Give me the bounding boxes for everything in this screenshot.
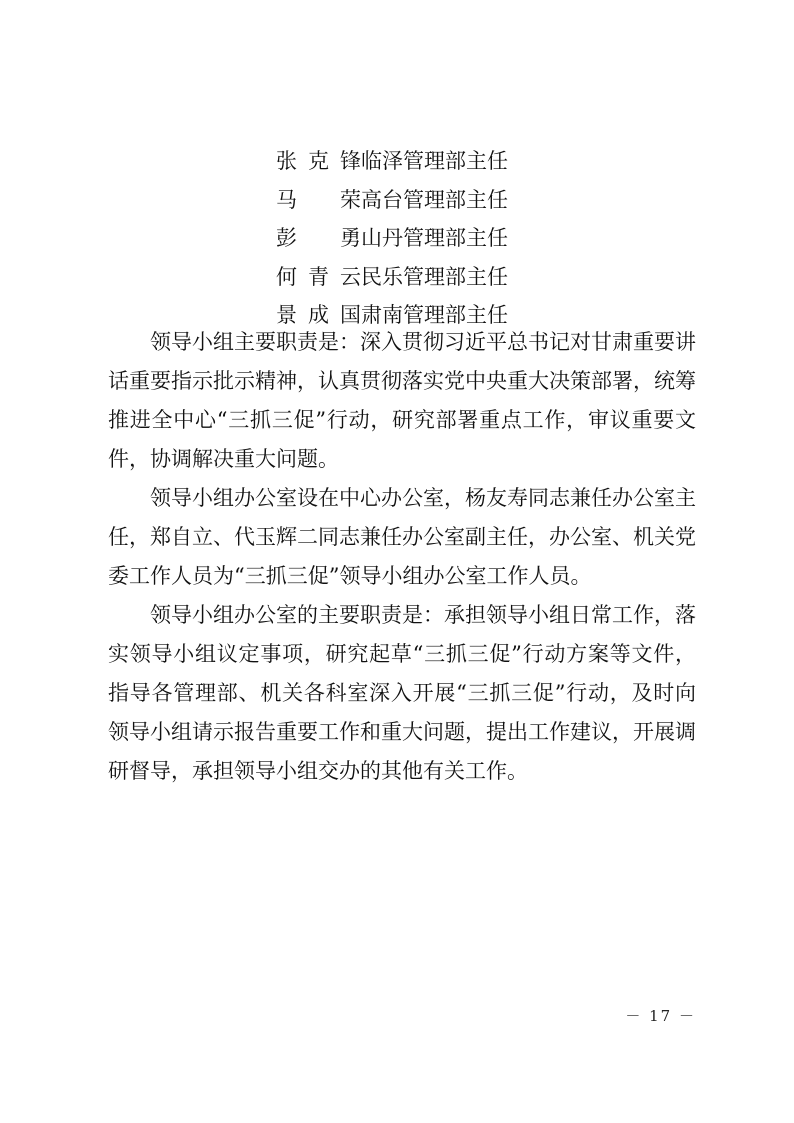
member-row: [276, 219, 656, 258]
paragraph-office-setup: 领导小组办公室设在中心办公室，杨友寿同志兼任办公室主任，郑自立、代玉辉二同志兼任办公室副主任，办公室、机关党委工作人员为“三抓三促”领导小组办公室工作人员。: [108, 486, 696, 588]
member-title: 民乐管理部主任: [361, 264, 508, 289]
member-name: 景成国: [276, 303, 361, 327]
member-name: 马 荣: [276, 187, 361, 212]
member-title: 高台管理部主任: [361, 187, 508, 212]
paragraph-office-duties: 领导小组办公室的主要职责是：承担领导小组日常工作，落实领导小组议定事项，研究起草“三抓三促”行动方案等文件，指导各管理部、机关各科室深入开展“三抓三促”行动，及时向领导小组请示报告重要工作和重大问题，提出工作建议，开展调研督导，承担领导小组交办的其他有关工作。: [108, 603, 696, 783]
member-name: 何青云: [276, 264, 361, 289]
member-title: 山丹管理部主任: [361, 226, 508, 250]
member-list: [276, 142, 656, 335]
body-text: [108, 323, 696, 791]
member-row: [276, 258, 656, 297]
member-name: 彭 勇: [276, 226, 361, 250]
member-title: 临泽管理部主任: [361, 149, 508, 173]
member-row: [276, 142, 656, 181]
paragraph-leading-group-duties: 领导小组主要职责是：深入贯彻习近平总书记对甘肃重要讲话重要指示批示精神，认真贯彻落实党中央重大决策部署，统筹推进全中心“三抓三促”行动，研究部署重点工作，审议重要文件，协调解决重大问题。: [108, 330, 696, 471]
member-name: 张克锋: [276, 149, 361, 173]
member-row: [276, 181, 656, 220]
member-title: 肃南管理部主任: [361, 303, 508, 327]
page-number: － 17 －: [625, 1007, 696, 1025]
